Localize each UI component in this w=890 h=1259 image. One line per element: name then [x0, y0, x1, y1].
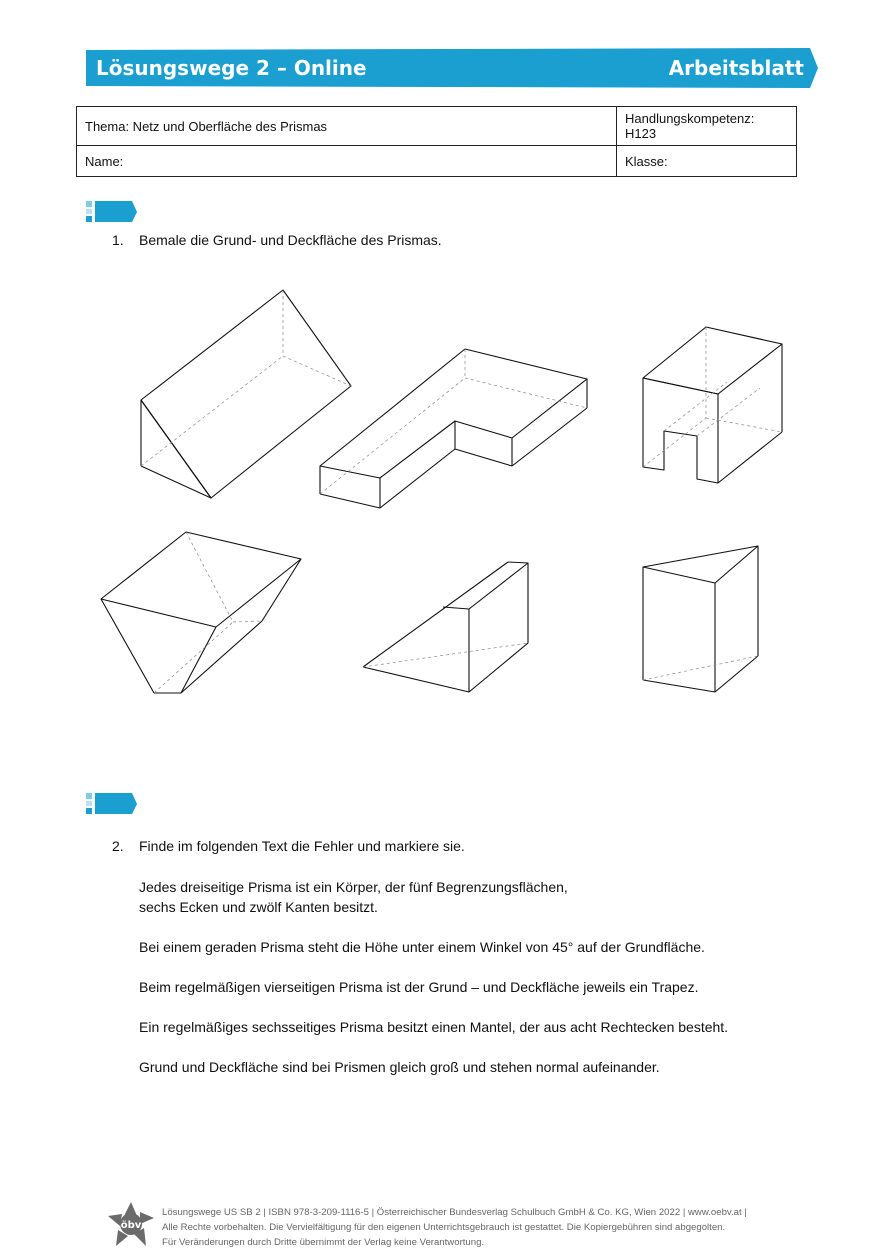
- logo-text: öbv: [120, 1220, 142, 1231]
- name-field[interactable]: Name:: [77, 146, 617, 177]
- statement-paragraph[interactable]: [139, 1057, 799, 1077]
- trapezoid-prism-figure: [101, 532, 301, 693]
- upright-triangular-prism-figure: [643, 546, 758, 692]
- class-field[interactable]: Klasse:: [617, 146, 797, 177]
- statement-paragraph[interactable]: [139, 937, 799, 957]
- prism-figures: [0, 270, 890, 710]
- header-doc-type: Arbeitsblatt: [668, 56, 804, 80]
- competence-cell: [617, 107, 797, 146]
- task2-text: Finde im folgenden Text die Fehler und markiere sie.: [139, 838, 465, 854]
- header-title: Lösungswege 2 – Online: [96, 56, 367, 80]
- statement-line: sechs Ecken und zwölf Kanten besitzt.: [139, 899, 378, 915]
- footer: [162, 1205, 832, 1250]
- task-marker-icon: [86, 201, 138, 223]
- task2-number: 2.: [112, 838, 124, 854]
- task-marker-icon: [86, 793, 138, 815]
- footer-line: Lösungswege US SB 2 | ISBN 978-3-209-1116-5 | Österreichischer Bundesverlag Schulbuch GmbH & Co. KG, Wien 2022 | www.oebv.at |: [162, 1207, 747, 1218]
- topic-cell: Thema: Netz und Oberfläche des Prismas: [77, 107, 617, 146]
- header-banner: [86, 48, 818, 88]
- statement-line: Jedes dreiseitige Prisma ist ein Körper, der fünf Begrenzungsflächen,: [139, 879, 568, 895]
- statement-line: Grund und Deckfläche sind bei Prismen gleich groß und stehen normal aufeinander.: [139, 1059, 660, 1075]
- statement-line: Beim regelmäßigen vierseitigen Prisma ist der Grund – und Deckfläche jeweils ein Trapez.: [139, 979, 699, 995]
- task2-instruction: [112, 838, 465, 854]
- wedge-prism-figure: [363, 562, 528, 692]
- statement-line: Bei einem geraden Prisma steht die Höhe unter einem Winkel von 45° auf der Grundfläche.: [139, 939, 705, 955]
- footer-line: Für Veränderungen durch Dritte übernimmt der Verlag keine Verantwortung.: [162, 1237, 485, 1248]
- task1-text: Bemale die Grund- und Deckfläche des Prismas.: [139, 232, 442, 248]
- statement-paragraph[interactable]: [139, 877, 799, 917]
- statement-paragraph[interactable]: [139, 1017, 799, 1037]
- statement-paragraph[interactable]: [139, 977, 799, 997]
- statement-line: Ein regelmäßiges sechsseitiges Prisma besitzt einen Mantel, der aus acht Rechtecken besteht.: [139, 1019, 729, 1035]
- info-table: [76, 106, 797, 177]
- task1-number: 1.: [112, 232, 124, 248]
- task1-instruction: [112, 232, 442, 248]
- l-shaped-prism-figure: [320, 349, 587, 508]
- u-shaped-prism-figure: [643, 327, 782, 483]
- competence-value: H123: [625, 126, 657, 141]
- competence-label: Handlungskompetenz:: [625, 111, 755, 126]
- publisher-logo-icon: [108, 1202, 154, 1246]
- footer-line: Alle Rechte vorbehalten. Die Vervielfältigung für den eigenen Unterrichtsgebrauch ist gestattet. Die Kopiergebühren sind abgegolten.: [162, 1222, 726, 1233]
